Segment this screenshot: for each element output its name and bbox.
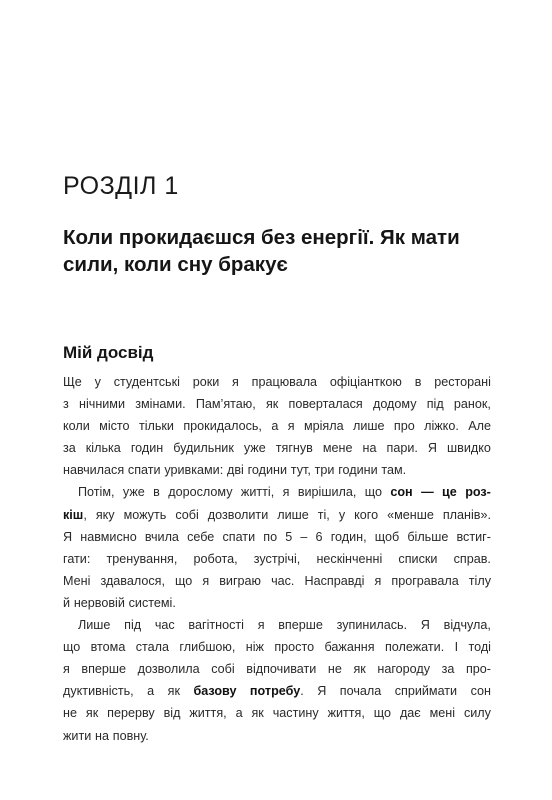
word: дозволити [207,507,269,522]
word: як [167,684,180,699]
chapter-title [63,224,493,278]
word: себе [187,529,215,544]
word: там. [381,463,407,478]
word: можуть [123,507,167,522]
word: додому [372,397,417,412]
word: мені [429,706,456,721]
emphasis-word: це [442,485,457,500]
word: годин [130,441,164,456]
word: силу [463,706,491,721]
word: годин, [330,529,367,544]
word: встиг- [456,529,491,544]
word: під [426,397,444,412]
text-line [63,570,491,592]
word: життя, [327,706,365,721]
text-line [63,548,491,570]
word: житті, [240,485,275,500]
word: я [257,618,265,633]
word: справ. [453,551,491,566]
word: дуктивність, [63,684,134,699]
word: й [63,595,71,610]
word: кого [354,507,379,522]
word: вперше [278,618,323,633]
word: Я [420,618,430,633]
word: повну. [112,728,149,743]
word: уже [243,441,266,456]
word: списки [398,551,438,566]
word: а [271,419,279,434]
word: три [314,463,335,478]
word: Я [317,684,327,699]
word: тут, [290,463,311,478]
word [63,504,87,526]
word: поверталася [288,397,363,412]
word [250,680,304,702]
word: навмисно [80,529,137,544]
word: перерву [107,706,155,721]
text-line [63,526,491,548]
word: ті, [317,507,330,522]
word: собі [175,507,199,522]
word: Мені [63,573,91,588]
emphasis-word: — [421,485,434,500]
word: роки [192,375,220,389]
word: вагітності [188,618,244,633]
word: зустрічі, [253,551,301,566]
word: зупинилась. [336,618,408,633]
word: пари. [386,441,418,456]
word: мене [322,441,353,456]
word: просто [274,640,315,655]
word: Але [468,419,491,434]
word: щоб [374,529,400,544]
word: я [374,573,382,588]
word: 6 [315,529,323,544]
word: відчула, [443,618,491,633]
word: від [163,706,181,721]
word: сон [470,684,491,699]
emphasis-word: сон [390,485,413,500]
word: що [373,706,392,721]
chapter-title-line: Коли прокидаєшся без енергії. Як мати [63,226,460,249]
word: . [300,684,304,699]
word: життя, [189,706,227,721]
word: Пам’ятаю, [195,397,256,412]
word: 5 [285,529,293,544]
word: спати [127,463,161,478]
word: почала [339,684,382,699]
word: дорослому [168,485,233,500]
word: в [153,485,160,500]
word: жити [63,728,92,743]
section-heading: Мій досвід [63,343,154,362]
emphasis-word: кіш [63,507,84,522]
word: тоді [468,640,491,655]
word: нагороду [377,662,431,677]
word: що [63,640,81,655]
word: змінами. [135,397,186,412]
word: по [263,529,278,544]
word: я [287,419,295,434]
word: І [454,640,459,655]
word: нескінченні [316,551,383,566]
word: я [232,375,239,389]
word: уже [122,485,145,500]
emphasis-word: базову [193,684,237,699]
word: а [235,706,243,721]
word: офіціанткою [329,375,402,389]
chapter-title-line: сили, коли сну бракує [63,253,288,276]
word: не [63,706,77,721]
word: студентські [113,375,180,389]
word: яку [95,507,115,522]
word: як [85,706,99,721]
word: на [362,441,377,456]
word: на [95,728,109,743]
word: програвала [391,573,459,588]
word: я [63,662,70,677]
word: нервовій [73,595,125,610]
word: лише [277,507,309,522]
word: ніж [245,640,264,655]
word: за [63,441,76,456]
word: Ще [63,375,82,389]
word: собі [211,662,235,677]
text-line [63,504,491,526]
text-line [63,658,491,680]
word: планів». [442,507,491,522]
word: під [124,618,142,633]
word: дві [226,463,244,478]
word: нічними [79,397,125,412]
word: будильник [173,441,234,456]
word: тренування, [106,551,178,566]
word: Лише [78,618,111,633]
word: системі. [128,595,176,610]
body-text [63,371,491,747]
word: спати [222,529,256,544]
word: Потім, [78,485,115,500]
word: бажання [324,640,375,655]
word: мріяла [303,419,344,434]
word: дозволила [137,662,200,677]
text-line [63,415,491,437]
text-line [63,437,491,459]
word: про- [465,662,491,677]
word: за [441,662,455,677]
text-line [63,614,491,636]
word: тільки [138,419,174,434]
text-line [63,725,491,747]
word: ресторані [434,375,491,389]
word: час. [271,573,295,588]
word: не [327,662,342,677]
word: робота, [193,551,238,566]
word: кілька [85,441,121,456]
word: я [202,573,210,588]
text-line [63,702,491,724]
word: в [414,375,422,389]
word: з [63,397,69,412]
word: ліжко. [424,419,459,434]
word: глибшою, [179,640,236,655]
word: як [265,397,279,412]
word: ранок, [453,397,491,412]
text-line [63,636,491,658]
word: у [338,507,346,522]
word: місто [99,419,130,434]
word: що [175,573,193,588]
text-line [63,393,491,415]
word: сприймати [394,684,458,699]
word: про [393,419,415,434]
word: відпочивати [246,662,317,677]
word: стала [135,640,170,655]
word: «менше [387,507,434,522]
word: частину [272,706,319,721]
word: коли [63,419,90,434]
word: години [338,463,378,478]
word: , [83,507,87,522]
word: навчилася [63,463,125,478]
word: час [154,618,175,633]
emphasis-word: роз- [465,485,491,500]
word: більше [407,529,449,544]
word: години [247,463,288,478]
word: гати: [63,551,91,566]
text-line [63,371,491,393]
word: тягнув [275,441,313,456]
word: тілу [468,573,491,588]
word: у [94,375,101,389]
chapter-label: РОЗДІЛ 1 [63,172,179,200]
word: виграю [219,573,261,588]
word: лише [352,419,385,434]
text-line [63,459,491,481]
word: дає [399,706,421,721]
word: як [353,662,366,677]
word: Я [63,529,73,544]
word: що [364,485,382,500]
word: вперше [81,662,127,677]
text-line [63,680,491,702]
word: вирішила, [297,485,357,500]
word: уривками: [164,463,224,478]
word: Я [427,441,438,456]
word: як [251,706,264,721]
word: втома [90,640,126,655]
word: я [282,485,290,500]
emphasis-word: потребу [249,684,301,699]
word: здавалося, [100,573,165,588]
word: полежати. [384,640,445,655]
word: вчила [144,529,179,544]
word: – [300,529,308,544]
word: Насправді [304,573,365,588]
word: а [147,684,155,699]
text-line [63,592,491,614]
text-line [63,481,491,503]
word: прокидалось, [183,419,262,434]
word: швидко [447,441,491,456]
word: працювала [251,375,318,389]
